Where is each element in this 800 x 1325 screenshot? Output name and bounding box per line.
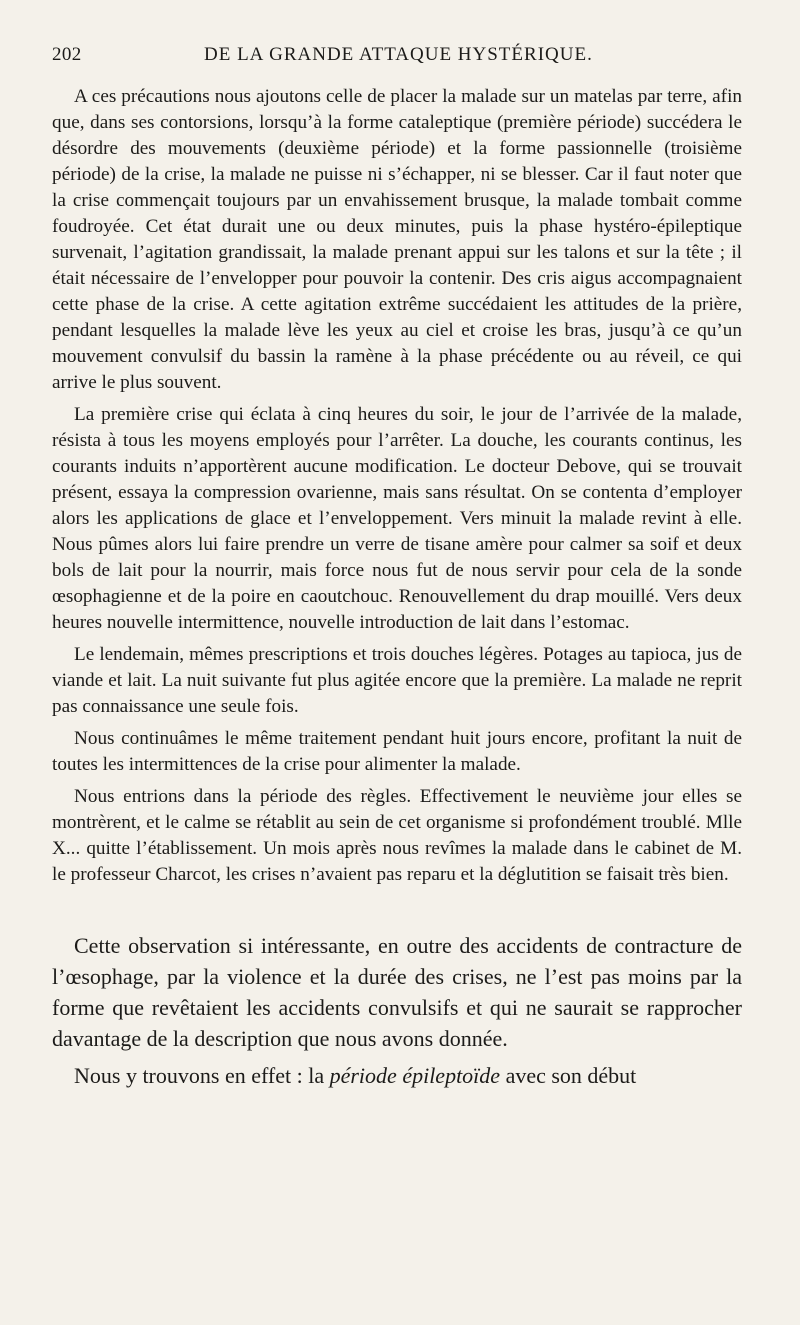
paragraph: Le lendemain, mêmes prescriptions et trois douches légères. Potages au tapioca, jus de viande et lait. La nuit suivante fut plus agitée encore que la première. La malade ne reprit pas connaissance une seule fois. [52, 644, 742, 717]
paragraph: A ces précautions nous ajoutons celle de placer la malade sur un matelas par terre, afin que, dans ses contorsions, lorsqu’à la forme cataleptique (première période) succédera le désordre des mouvements (deuxième période) et la forme passionnelle (troisième période) de la crise, la malade ne puisse ni s’échapper, ni se blesser. Car il faut noter que la crise commençait toujours par un envahissement brusque, la malade tombait comme foudroyée. Cet état durait une ou deux minutes, puis la phase hystéro-épileptique survenait, l’agitation grandissait, la malade prenant appui sur les talons et sur la tête ; il était nécessaire de l’envelopper pour pouvoir la contenir. Des cris aigus accompagnaient cette phase de la crise. A cette agitation extrême succédaient les attitudes de la prière, pendant lesquelles la malade lève les yeux au ciel et croise les bras, jusqu’à ce qu’un mouvement convulsif du bassin la ramène à la phase précédente ou au réveil, ce qui arrive le plus souvent. [52, 86, 742, 393]
running-header [52, 44, 742, 74]
text-run: avec son début [500, 1063, 637, 1088]
paragraph: Nous continuâmes le même traitement pendant huit jours encore, profitant la nuit de toutes les intermittences de la crise pour alimenter la malade. [52, 728, 742, 775]
paragraph: Cette observation si intéressante, en outre des accidents de contracture de l’œsophage, par la violence et la durée des crises, ne l’est pas moins par la forme que revêtaient les accidents convulsifs et qui ne saurait se rapprocher davantage de la description que nous avons donnée. [52, 933, 742, 1051]
quoted-observation [52, 84, 742, 888]
text-run: Nous y trouvons en effet : la [74, 1063, 330, 1088]
paragraph-continued [52, 1060, 742, 1091]
running-title: DE LA GRANDE ATTAQUE HYSTÉRIQUE. [204, 44, 593, 65]
paragraph: La première crise qui éclata à cinq heures du soir, le jour de l’arrivée de la malade, résista à tous les moyens employés pour l’arrêter. La douche, les courants continus, les courants induits n’apportèrent aucune modification. Le docteur Debove, qui se trouvait présent, essaya la compression ovarienne, mais sans résultat. On se contenta d’employer alors les applications de glace et l’enveloppement. Vers minuit la malade revint à elle. Nous pûmes alors lui faire prendre un verre de tisane amère pour calmer sa soif et deux bols de lait pour la nourrir, mais force nous fut de nous servir pour cela de la sonde œsophagienne et de la poire en caoutchouc. Renouvellement du drap mouillé. Vers deux heures nouvelle intermittence, nouvelle introduction de lait dans l’estomac. [52, 404, 742, 633]
italic-term: période épileptoïde [329, 1063, 501, 1088]
main-text [52, 930, 742, 1091]
paragraph: Nous entrions dans la période des règles. Effectivement le neuvième jour elles se montrèrent, et le calme se rétablit au sein de cet organisme si profondément troublé. Mlle X... quitte l’établissement. Un mois après nous revîmes la malade dans le cabinet de M. le professeur Charcot, les crises n’avaient pas reparu et la déglutition se faisait très bien. [52, 786, 742, 885]
page-number: 202 [52, 44, 82, 65]
